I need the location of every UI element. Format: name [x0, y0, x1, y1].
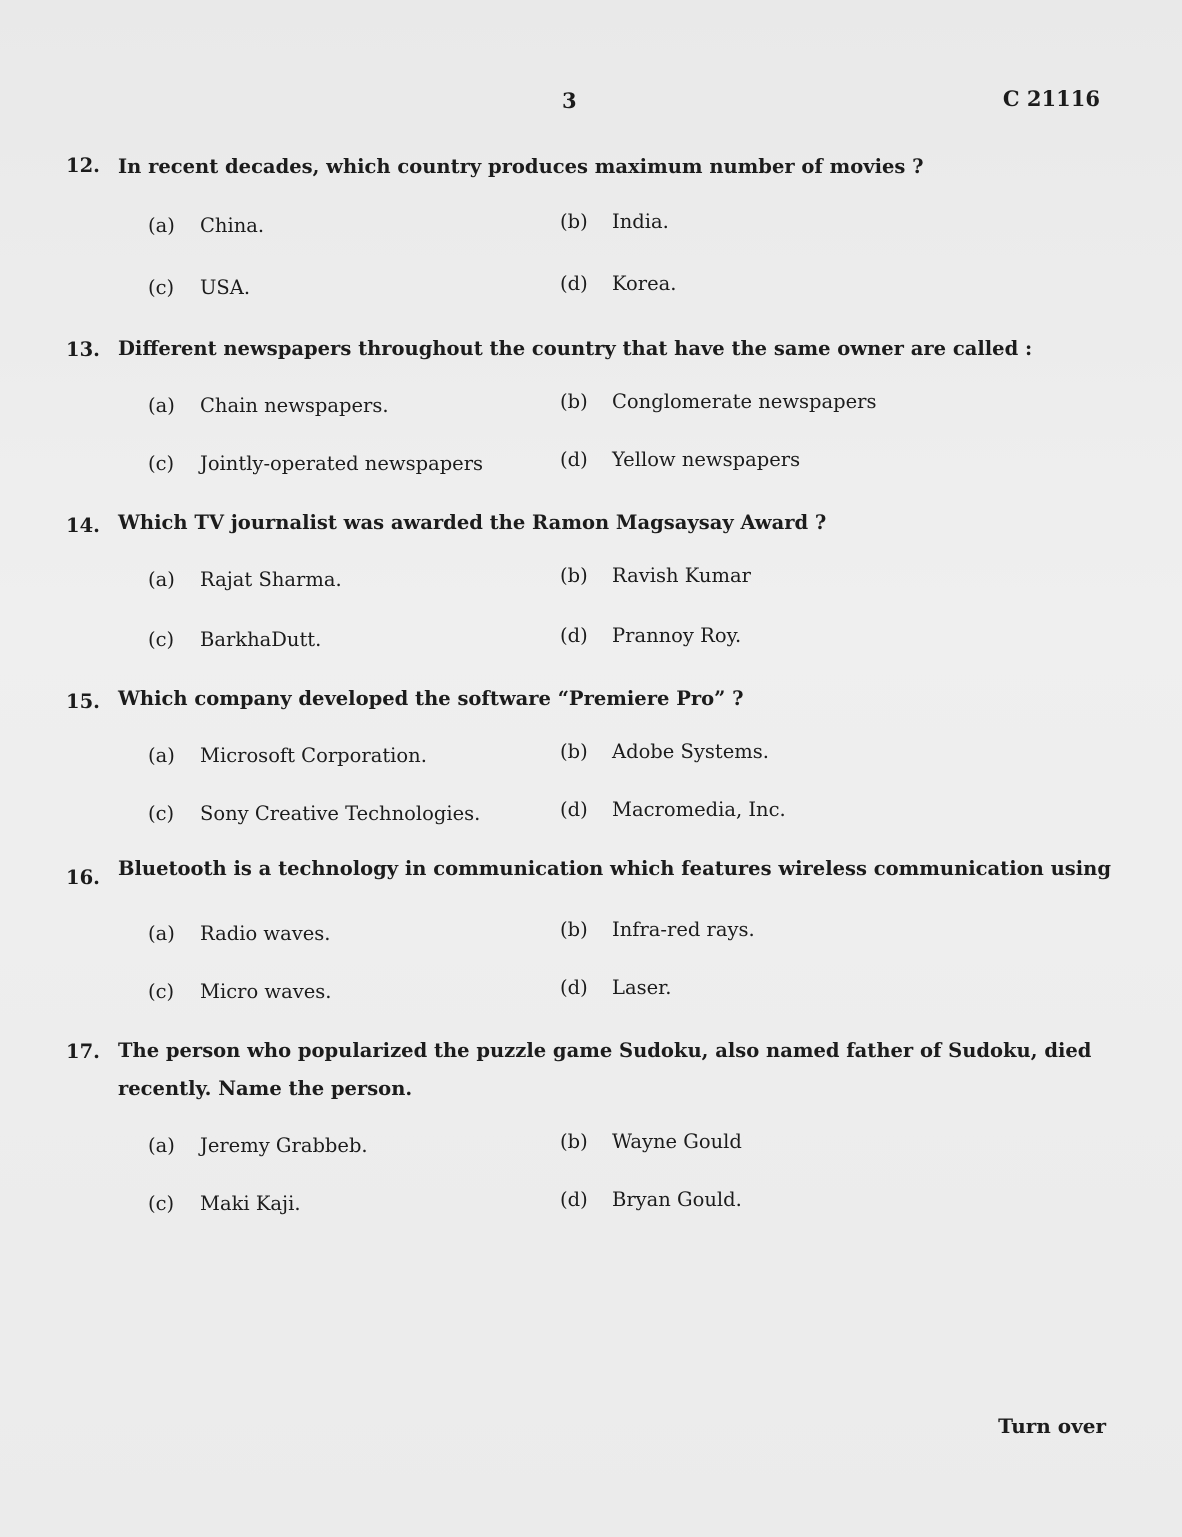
- option-b: (b) Infra-red rays.: [560, 918, 755, 941]
- question-text: Which company developed the software “Premiere Pro” ?: [118, 687, 744, 710]
- question-number: 12.: [66, 154, 100, 177]
- question-number: 15.: [66, 690, 100, 713]
- option-a: (a) Rajat Sharma.: [148, 568, 342, 591]
- option-a: (a) Microsoft Corporation.: [148, 744, 427, 767]
- option-c: (c) Maki Kaji.: [148, 1192, 301, 1215]
- option-d: (d) Bryan Gould.: [560, 1188, 742, 1211]
- option-a: (a) Jeremy Grabbeb.: [148, 1134, 368, 1157]
- option-a: (a) China.: [148, 214, 265, 237]
- question-text: The person who popularized the puzzle game Sudoku, also named father of Sudoku, died recently. Name the person.: [118, 1039, 1092, 1100]
- option-a: (a) Radio waves.: [148, 922, 331, 945]
- turn-over-label: Turn over: [998, 1414, 1106, 1438]
- option-c: (c) Micro waves.: [148, 980, 332, 1003]
- question-number: 16.: [66, 866, 100, 889]
- paper-code: C 21116: [1002, 86, 1100, 111]
- option-d: (d) Macromedia, Inc.: [560, 798, 786, 821]
- question-number: 13.: [66, 338, 100, 361]
- option-c: (c) BarkhaDutt.: [148, 628, 322, 651]
- question-text: In recent decades, which country produces maximum number of movies ?: [118, 155, 924, 178]
- option-c: (c) Sony Creative Technologies.: [148, 802, 481, 825]
- question-text: Which TV journalist was awarded the Ramon Magsaysay Award ?: [118, 511, 827, 534]
- option-d: (d) Laser.: [560, 976, 672, 999]
- question-text: Bluetooth is a technology in communication which features wireless communication using: [118, 857, 1111, 880]
- option-d: (d) Prannoy Roy.: [560, 624, 742, 647]
- option-a: (a) Chain newspapers.: [148, 394, 389, 417]
- option-b: (b) Wayne Gould: [560, 1130, 742, 1153]
- question-number: 17.: [66, 1040, 100, 1063]
- option-d: (d) Yellow newspapers: [560, 448, 801, 471]
- option-d: (d) Korea.: [560, 272, 677, 295]
- question-number: 14.: [66, 514, 100, 537]
- option-b: (b) Adobe Systems.: [560, 740, 769, 763]
- option-c: (c) Jointly-operated newspapers: [148, 452, 484, 475]
- option-c: (c) USA.: [148, 276, 251, 299]
- question-text: Different newspapers throughout the country that have the same owner are called :: [118, 337, 1033, 360]
- option-b: (b) Ravish Kumar: [560, 564, 751, 587]
- option-b: (b) Conglomerate newspapers: [560, 390, 877, 413]
- page-number: 3: [562, 88, 577, 113]
- option-b: (b) India.: [560, 210, 669, 233]
